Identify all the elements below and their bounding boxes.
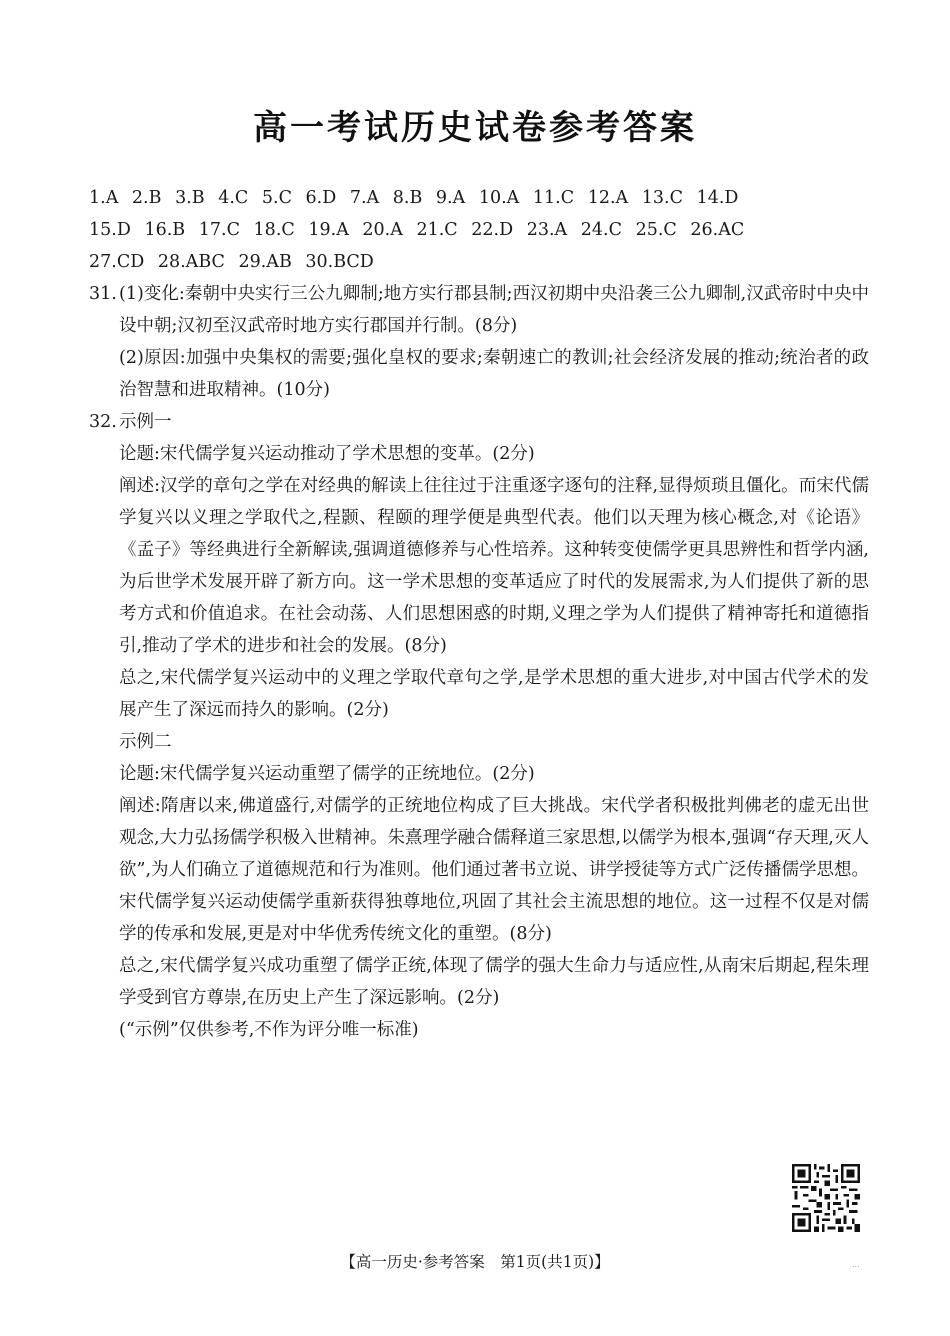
page-title: 高一考试历史试卷参考答案 [253, 108, 697, 148]
question-32 [89, 406, 869, 1046]
example-2-label: 示例二 [119, 732, 172, 752]
answer-body [89, 182, 869, 1046]
question-number: 32. [89, 412, 117, 432]
answer-item: 26.AC [690, 220, 745, 240]
answer-item: 4.C [218, 188, 249, 208]
answer-item: 13.C [641, 188, 683, 208]
answer-item: 3.B [175, 188, 205, 208]
corner-mark: ... [852, 1260, 860, 1269]
question-31-body [119, 278, 869, 406]
answer-item: 16.B [144, 220, 186, 240]
example-1-elaboration: 阐述:汉学的章句之学在对经典的解读上往往过于注重逐字逐句的注释,显得烦琐且僵化。而宋代儒学复兴以义理之学取代之,程颢、程颐的理学便是典型代表。他们以天理为核心概念,对《论语》《孟子》等经典进行全新解读,强调道德修养与心性培养。这种转变使儒学更具思辨性和哲学内涵,为后世学术发展开辟了新方向。这一学术思想的变革适应了时代的发展需求,为人们提供了新的思考方式和价值追求。在社会动荡、人们思想困惑的时期,义理之学为人们提供了精神寄托和道德指引,推动了学术的进步和社会的发展。(8分) [119, 476, 869, 656]
answer-item: 22.D [471, 220, 514, 240]
question-32-body [119, 406, 869, 1046]
example-1-label: 示例一 [119, 412, 172, 432]
example-2-elaboration: 阐述:隋唐以来,佛道盛行,对儒学的正统地位构成了巨大挑战。宋代学者积极批判佛老的虚无出世观念,大力弘扬儒学积极入世精神。朱熹理学融合儒释道三家思想,以儒学为根本,强调“存天理,灭人欲”,为人们确立了道德规范和行为准则。他们通过著书立说、讲学授徒等方式广泛传播儒学思想。宋代儒学复兴运动使儒学重新获得独尊地位,巩固了其社会主流思想的地位。这一过程不仅是对儒学的传承和发展,更是对中华优秀传统文化的重塑。(8分) [119, 796, 869, 944]
answer-item: 21.C [416, 220, 458, 240]
answer-item: 24.C [580, 220, 622, 240]
answer-item: 10.A [478, 188, 520, 208]
answer-item: 19.A [308, 220, 349, 240]
example-2-thesis: 论题:宋代儒学复兴运动重塑了儒学的正统地位。(2分) [119, 764, 535, 784]
answer-item: 15.D [89, 220, 131, 240]
example-1-thesis: 论题:宋代儒学复兴运动推动了学术思想的变革。(2分) [119, 444, 535, 464]
answers-row-2 [89, 214, 869, 246]
answer-item: 18.C [253, 220, 295, 240]
answer-item: 7.A [349, 188, 380, 208]
answer-item: 20.A [362, 220, 403, 240]
question-31-part-2: (2)原因:加强中央集权的需要;强化皇权的要求;秦朝速亡的教训;社会经济发展的推动;统治者的政治智慧和进取精神。(10分) [119, 348, 869, 400]
answer-item: 29.AB [238, 252, 292, 272]
page-footer: 【高一历史·参考答案 第1页(共1页)】 [340, 1253, 610, 1271]
answer-item: 1.A [89, 188, 119, 208]
answer-item: 17.C [198, 220, 240, 240]
answer-item: 8.B [392, 188, 423, 208]
scoring-note: (“示例”仅供参考,不作为评分唯一标准) [119, 1020, 419, 1040]
example-2-conclusion: 总之,宋代儒学复兴成功重塑了儒学正统,体现了儒学的强大生命力与适应性,从南宋后期起,程朱理学受到官方尊崇,在历史上产生了深远影响。(2分) [119, 956, 869, 1008]
example-1-conclusion: 总之,宋代儒学复兴运动中的义理之学取代章句之学,是学术思想的重大进步,对中国古代学术的发展产生了深远而持久的影响。(2分) [119, 668, 869, 720]
answer-item: 11.C [532, 188, 575, 208]
answers-row-1 [89, 182, 869, 214]
question-31 [89, 278, 869, 406]
answers-row-3 [89, 246, 869, 278]
answer-item: 30.BCD [305, 252, 374, 272]
question-number: 31. [89, 284, 117, 304]
answer-item: 5.C [261, 188, 292, 208]
answer-item: 12.A [587, 188, 629, 208]
answer-item: 6.D [305, 188, 337, 208]
answer-item: 25.C [635, 220, 677, 240]
question-31-part-1: (1)变化:秦朝中央实行三公九卿制;地方实行郡县制;西汉初期中央沿袭三公九卿制,汉武帝时中央中设中朝;汉初至汉武帝时地方实行郡国并行制。(8分) [119, 284, 869, 336]
answer-item: 23.A [526, 220, 568, 240]
answer-item: 27.CD [89, 252, 145, 272]
answer-item: 9.A [435, 188, 466, 208]
qr-code-icon [792, 1164, 860, 1232]
answer-item: 2.B [131, 188, 162, 208]
answer-item: 14.D [696, 188, 739, 208]
answer-item: 28.ABC [157, 252, 225, 272]
